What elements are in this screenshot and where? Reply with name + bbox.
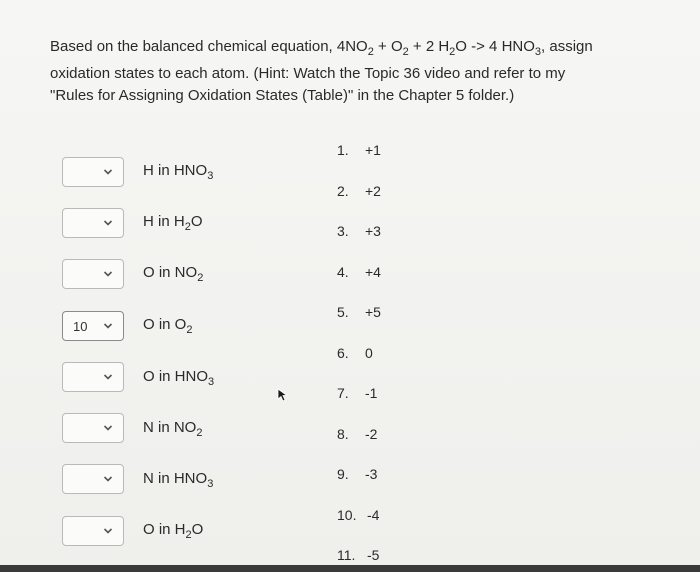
screen-bottom-edge — [0, 565, 700, 572]
question-prompt: Based on the balanced chemical equation, $4NO_2 + O_2 + 2$ $H_2O -> 4$ $HNO_3$, assign oxidation states to each atom. (Hint: Watch the Topic 36 video and refer to my "Rules for Assigning Oxidation States (Table)" in the Chapter 5 folder.) — [50, 38, 593, 104]
chevron-down-icon — [103, 527, 113, 535]
option-item: 2. +2 — [337, 183, 381, 199]
answer-dropdown[interactable] — [62, 208, 124, 238]
chevron-down-icon — [103, 475, 113, 483]
chevron-down-icon — [103, 373, 113, 381]
answer-dropdown[interactable] — [62, 311, 124, 341]
item-label: H in $H_2O$ — [143, 213, 203, 233]
item-label: O in $NO_2$ — [143, 264, 204, 284]
option-item: 4. +4 — [337, 264, 381, 280]
answer-dropdown[interactable] — [62, 259, 124, 289]
dropdown-value: 10 — [73, 318, 88, 334]
chevron-down-icon — [103, 270, 113, 278]
item-label: H in $HNO_3$ — [143, 162, 214, 182]
chevron-down-icon — [103, 424, 113, 432]
mouse-pointer-icon — [277, 388, 289, 402]
option-item: 6. 0 — [337, 345, 373, 361]
item-label: O in $H_2O$ — [143, 521, 204, 541]
item-label: N in $NO_2$ — [143, 419, 203, 439]
chevron-down-icon — [103, 322, 113, 330]
option-item: 11. -5 — [337, 547, 380, 563]
item-label: N in $HNO_3$ — [143, 470, 214, 490]
option-item: 5. +5 — [337, 304, 381, 320]
option-item: 1. +1 — [337, 142, 381, 158]
option-item: 7. -1 — [337, 385, 378, 401]
answer-dropdown[interactable] — [62, 464, 124, 494]
answer-dropdown[interactable] — [62, 362, 124, 392]
item-label: O in $O_2$ — [143, 316, 193, 336]
answer-dropdown[interactable] — [62, 157, 124, 187]
answer-dropdown[interactable] — [62, 413, 124, 443]
option-item: 8. -2 — [337, 426, 378, 442]
item-label: O in $HNO_3$ — [143, 368, 215, 388]
chevron-down-icon — [103, 219, 113, 227]
answer-dropdown[interactable] — [62, 516, 124, 546]
option-item: 10. -4 — [337, 507, 380, 523]
chevron-down-icon — [103, 168, 113, 176]
option-item: 9. -3 — [337, 466, 378, 482]
option-item: 3. +3 — [337, 223, 381, 239]
